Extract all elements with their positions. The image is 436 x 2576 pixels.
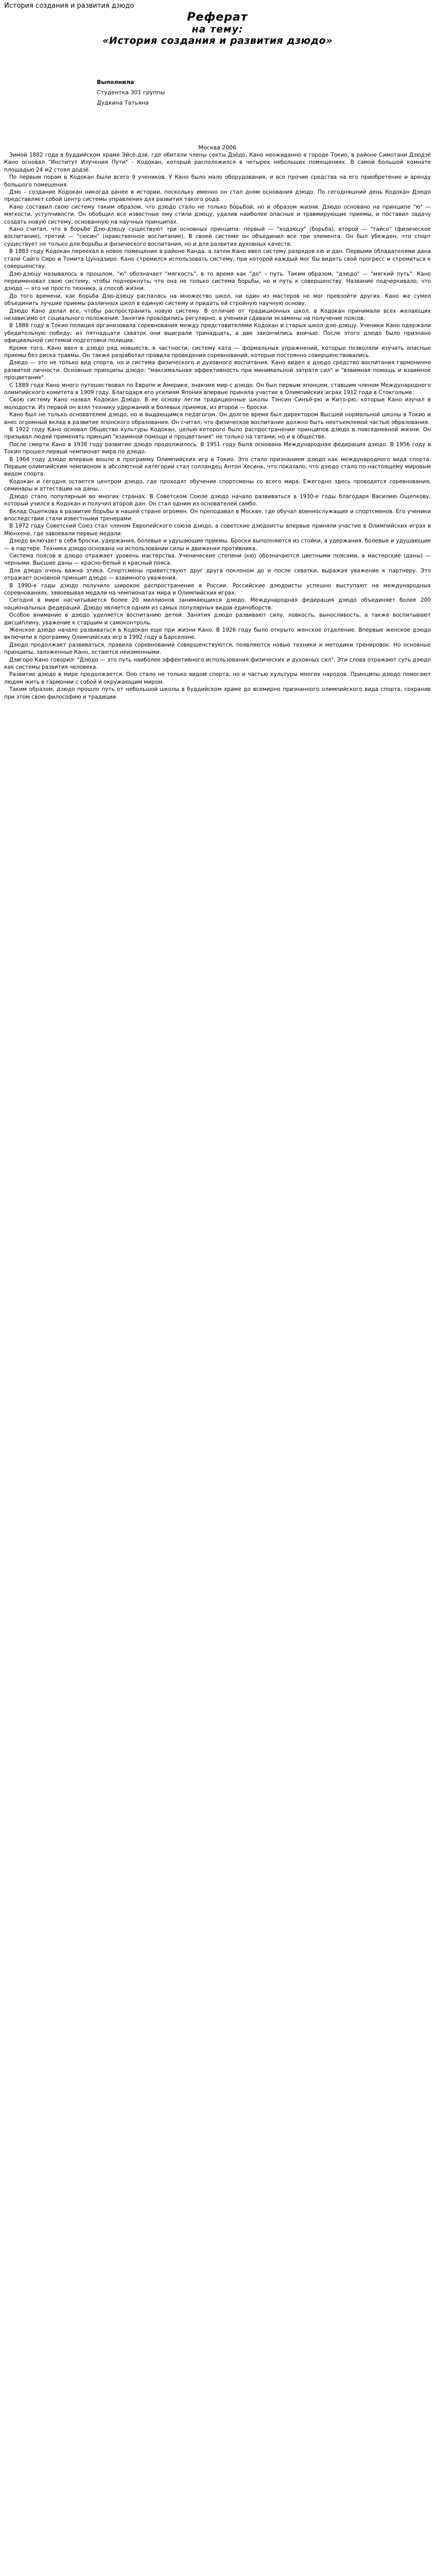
document-type-heading: Реферат [187,11,248,24]
author-block [97,77,431,108]
body-paragraph: Особое внимание в дзюдо уделяется воспитанию детей. Занятия дзюдо развивают силу, ловкость, выносливость, а также воспитывают дисциплину, уважение к старшим и самоконтроль. [4,612,431,626]
body-paragraph: Дзигоро Кано говорил: "Дзюдо — это путь наиболее эффективного использования физических и духовных сил". Эти слова отражают суть дзюдо как системы развития человека. [4,656,431,671]
document-page [0,0,436,705]
body-paragraph: Кано был не только основателем дзюдо, но и выдающимся педагогом. Он долгое время был директором Высшей нормальной школы в Токио и внес огромный вклад в развитие японского образования. Он считал, что физическое воспитание должно быть неотъемлемой частью образования. [4,412,431,426]
body-paragraph: Дзюдо — это не только вид спорта, но и система физического и духовного воспитания. Кано видел в дзюдо средство воспитания гармонично развитой личности. Основные принципы дзюдо: "максимальная эффективность при минимальной затрате сил" и "взаимная помощь и взаимное процветание". [4,360,431,381]
author-label: Выполнила [97,79,134,86]
body-paragraph: Таким образом, дзюдо прошло путь от небольшой школы в буддийском храме до всемирно признанного олимпийского вида спорта, сохранив при этом свою философию и традиции. [4,686,431,700]
body-paragraph: В 1972 году Советский Союз стал членом Европейского союза дзюдо, а советские дзюдоисты впервые приняли участие в Олимпийских играх в Мюнхене, где завоевали первые медали. [4,523,431,537]
body-paragraph: В 1922 году Кано основал Общество культуры Кодокан, целью которого было распространение принципов дзюдо в повседневной жизни. Он призывал людей применять принцип "взаимной помощи и процветания" не только на татами, но и в обществе. [4,427,431,440]
body-paragraph: Вклад Ощепкова в развитие борьбы в нашей стране огромен. Он преподавал в Москве, где обучал военнослужащих и спортсменов. Его ученики впоследствии стали известными тренерами. [4,508,431,522]
body-paragraph: По первым порам в Кодокан были всего 9 учеников. У Кано было мало оборудования, и все прочие средства на его приобретение и аренду большого помещения. [4,174,431,188]
body-paragraph: В 1964 году дзюдо впервые вошло в программу Олимпийских игр в Токио. Это стало признанием дзюдо как международного вида спорта. Первым олимпийским чемпионом в абсолютной категории стал голландец Антон Хесинк, что показало, что дзюдо стало по-настоящему мировым видом спорта. [4,456,431,478]
body-paragraph: Дзю-дзюцу называлось в прошлом, "ю" обозначает "мягкость", в то время как "до" – путь. Таким образом, "дзюдо" — "мягкий путь". Кано переименовал свою систему, чтобы подчеркнуть, что она не только система борьбы, но и путь к совершенству. Название подчеркивало, что дзюдо — это не просто техника, а способ жизни. [4,270,431,292]
body-paragraph: Дзюдо включает в себя броски, удержания, болевые и удушающие приемы. Броски выполняются из стойки, а удержания, болевые и удушающие — в партере. Техника дзюдо основана на использовании силы и движения противника. [4,538,431,552]
body-paragraph: Дзюдо стало популярным во многих странах. В Советском Союзе дзюдо начало развиваться в 1930-е годы благодаря Василию Ощепкову, который учился в Кодокан и получил второй дан. Он стал одним из основателей самбо. [4,493,431,507]
body-paragraph: В 1886 году в Токио полиция организовала соревнования между представителями Кодокан и старых школ дзю-дзюцу. Ученики Кано одержали убедительную победу: из пятнадцати схваток они выиграли тринадцать, а две закончились вничью. После этого дзюдо было признано официальной системой подготовки полиции. [4,323,431,344]
body-paragraph: Сегодня в мире насчитывается более 20 миллионов занимающихся дзюдо. Международная федерация дзюдо объединяет более 200 национальных федераций. Дзюдо является одним из самых популярных видов единоборств. [4,597,431,611]
body-paragraph: Свою систему Кано назвал Кодокан Дзюдо. В ее основу легли традиционные школы Тэнсин Синъё-рю и Кито-рю, которые Кано изучал в молодости. Из первой он взял технику удержаний и болевых приемов, из второй — броски. [4,397,431,411]
body-paragraph: Кано составил свою систему таким образом, что дзюдо стало не только борьбой, но и образом жизни. Дзюдо основано на принципе "ю" — мягкости, уступчивости. Он обобщил все известные ему стили дзюцу, удалив наиболее опасные и травмирующие приемы, и поставил задачу создать новую систему, основанную на научных принципах. [4,204,431,225]
body-paragraph: Кроме того, Кано ввел в дзюдо ряд новшеств, в частности, систему ката — формальных упражнений, которые позволяли изучать опасные приемы без риска травмы. Он также разработал правила проведения соревнований, которые постоянно совершенствовались. [4,345,431,359]
city-year: Москва 2006 [198,144,237,151]
body-paragraph: Дзюдо Кано делал все, чтобы распространить новую систему. В отличие от традиционных школ, в Кодокан принимали всех желающих независимо от социального положения. Занятия проводились регулярно, а ученики сдавали экзамены на получение поясов. [4,308,431,321]
body-paragraph: Система поясов в дзюдо отражает уровень мастерства. Ученические степени (кю) обозначаются цветными поясами, а мастерские (даны) — черными. Высшие даны — красно-белый и красный пояса. [4,552,431,567]
page-title: История создания и развития дзюдо [4,2,134,10]
body-paragraph: Дзю – создание Кодокан никогда ранее в истории, поскольку именно он стал дням основания дзюдо. По сегодняшний день Кодокан Дзюдо представляет собой центр системы управления для развития такого рода. [4,189,431,203]
body-paragraph: В 1990-е годы дзюдо получило широкое распространение в России. Российские дзюдоисты успешно выступают на международных соревнованиях, завоевывая медали на чемпионатах мира и Олимпийских играх. [4,582,431,596]
body-paragraph: Зимой 1882 года в буддийском храме Эйсё-дзи, где обитали члены секты Дзёдо, Кано неожиданно в городе Токио, в районе Симотани Дзюдзё Кано основал "Институт Изучения Пути" - Кодокан, который расположился в четырех небольших помещениях. В самой большой комнате площадью 24 м2 стоял додзё. [4,152,431,173]
body-paragraph: Развитие дзюдо в мире продолжается. Оно стало не только видом спорта, но и частью культуры многих народов. Принципы дзюдо помогают людям жить в гармонии с собой и окружающим миром. [4,671,431,685]
author-name: Дудкина Татьяна [97,99,149,106]
author-group: Студентка 301 группы [97,89,165,96]
document-body [4,151,431,701]
body-paragraph: До того времени, как борьба Дзю-дзюцу распалась на множество школ, ни один из мастеров не мог превзойти других. Кано же сумел объединить лучшие приемы различных школ в единую систему и придать ей стройную научную основу. [4,293,431,307]
body-paragraph: Дзюдо продолжает развиваться, правила соревнований совершенствуются, появляются новые техники и методики тренировок. Но основные принципы, заложенные Кано, остаются неизменными. [4,641,431,656]
body-paragraph: С 1889 года Кано много путешествовал по Европе и Америке, знакомя мир с дзюдо. Он был первым японцем, ставшим членом Международного олимпийского комитета в 1909 году. Благодаря его усилиям Япония впервые приняла участие в Олимпийских играх 1912 года в Стокгольме. [4,382,431,396]
topic-prefix-heading: на тему: [191,24,243,35]
body-paragraph: Для дзюдо очень важна этика. Спортсмены приветствуют друг друга поклоном до и после схватки, выражая уважение к партнеру. Это отражает основной принцип дзюдо — взаимного уважения. [4,567,431,582]
body-paragraph: После смерти Кано в 1938 году развитие дзюдо продолжилось. В 1951 году была основана Международная федерация дзюдо. В 1956 году в Токио прошел первый чемпионат мира по дзюдо. [4,441,431,455]
body-paragraph: Женское дзюдо начало развиваться в Кодокан еще при жизни Кано. В 1926 году было открыто женское отделение. Впервые женское дзюдо включили в программу Олимпийских игр в 1992 году в Барселоне. [4,627,431,641]
topic-heading: «История создания и развития дзюдо» [102,35,333,46]
body-paragraph: В 1883 году Кодокан переехал в новое помещение в районе Канда, а затем Кано ввел систему разрядов кю и дан. Первыми обладателями дана стали Сайго Сиро и Томита Цунэдзиро. Кано стремился использовать систему, при которой каждый мог бы видеть свой прогресс и стремиться к совершенству. [4,248,431,270]
body-paragraph: Кано считал, что в борьбе Дзю-дзюцу существуют три основных принципа: первый — "ходзюцу" (борьба), второй — "тайсо" (физическое воспитание), третий — "сюсин" (нравственное воспитание). В своей системе он объединил все три элемента. Он был убежден, что спорт существует не только для борьбы и физического воспитания, но и для развития духовных качеств. [4,226,431,247]
body-paragraph: Кодокан и сегодня остается центром дзюдо, где проходят обучение спортсмены со всего мира. Ежегодно здесь проводятся соревнования, семинары и аттестации на даны. [4,478,431,493]
